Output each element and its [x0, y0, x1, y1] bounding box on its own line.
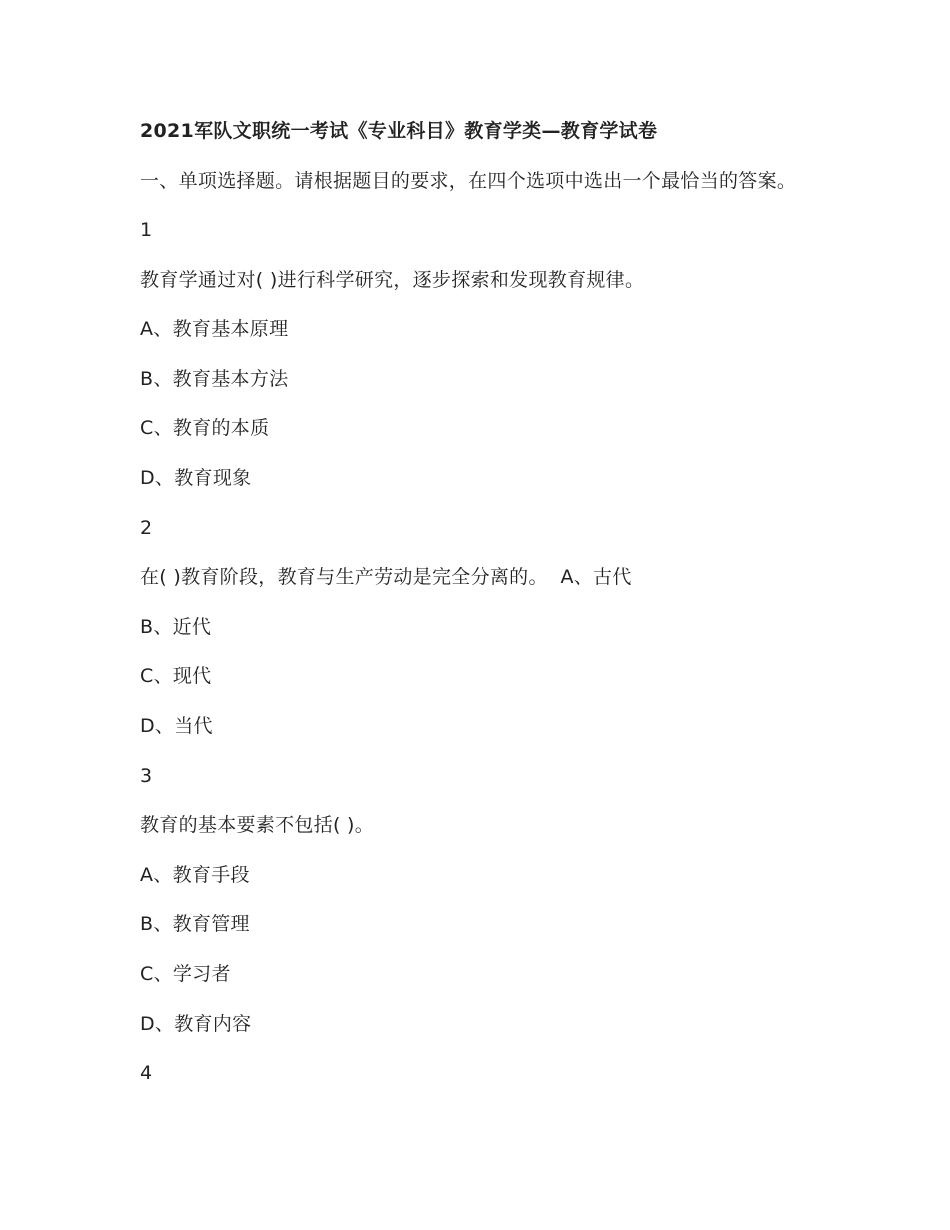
answer-option: D、教育内容 [140, 1012, 252, 1035]
answer-option: B、近代 [140, 615, 212, 638]
answer-option: A、教育基本原理 [140, 318, 289, 341]
answer-option: A、教育手段 [140, 863, 250, 886]
section-instruction: 一、单项选择题。请根据题目的要求，在四个选项中选出一个最恰当的答案。 [140, 170, 797, 192]
answer-option: C、学习者 [140, 962, 231, 985]
question-number: 2 [140, 516, 153, 539]
question-stem: 在( )教育阶段，教育与生产劳动是完全分离的。 A、古代 [140, 566, 632, 589]
answer-option: C、现代 [140, 665, 212, 688]
answer-option: D、教育现象 [140, 466, 252, 489]
question-number: 1 [140, 219, 153, 241]
answer-option: B、教育管理 [140, 913, 250, 936]
question-number: 4 [140, 1062, 153, 1085]
document-content [140, 116, 820, 1108]
question-stem: 教育学通过对( )进行科学研究，逐步探索和发现教育规律。 [140, 268, 645, 291]
answer-option: D、当代 [140, 714, 213, 737]
answer-option: C、教育的本质 [140, 417, 270, 440]
answer-option: B、教育基本方法 [140, 367, 289, 390]
document-title: 2021军队文职统一考试《专业科目》教育学类—教育学试卷 [140, 120, 658, 142]
question-stem: 教育的基本要素不包括( )。 [140, 814, 375, 837]
question-number: 3 [140, 764, 153, 787]
